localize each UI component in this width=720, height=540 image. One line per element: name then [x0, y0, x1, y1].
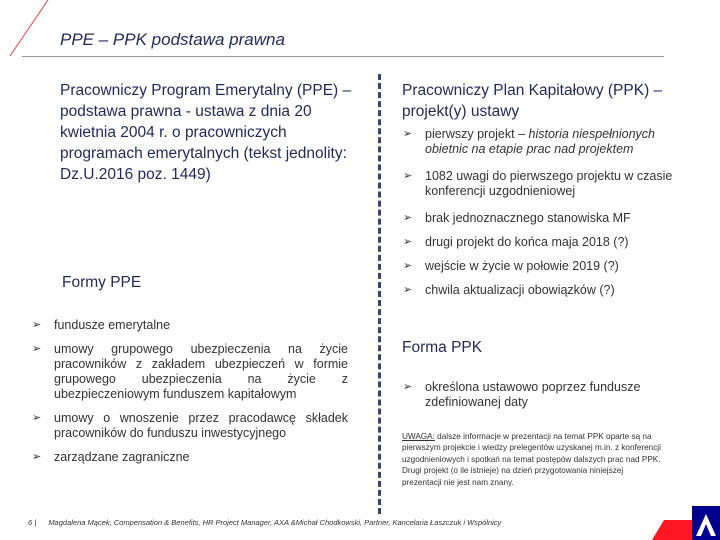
arrow-bullet-icon: ➢ [403, 128, 413, 140]
title-rule [22, 56, 664, 57]
note-body: dalsze informacje w prezentacji na temat PPK oparte są na pierwszym projekcie i wiedzy prelegentów uzyskanej m.in. z konferencji uzgodnieniowych i spotkań na temat postępów dalszych prac nad PPK. Drugi projekt (o ile istnieje) na dzień przygotowania niniejszej prezentacji nie jest nam znany. [402, 432, 661, 487]
arrow-bullet-icon: ➢ [403, 212, 413, 224]
arrow-bullet-icon: ➢ [32, 343, 42, 355]
arrow-bullet-icon: ➢ [403, 236, 413, 248]
ppk-heading-suffix: – projekt(y) ustawy [402, 82, 663, 120]
axa-logo [644, 506, 720, 540]
ppe-forms-list [32, 318, 348, 474]
list-item: ➢ wejście w życie w połowie 2019 (?) [403, 259, 619, 273]
list-item: ➢ umowy o wnoszenie przez pracodawcę składek pracowników do funduszu inwestycyjnego [32, 411, 348, 440]
arrow-bullet-icon: ➢ [403, 260, 413, 272]
footer-authors: Magdalena Mącek, Compensation & Benefits, HR Project Manager, AXA &Michał Chodkowski, Partner, Kancelaria Łaszczuk i Wspólnicy [48, 518, 502, 527]
arrow-bullet-icon: ➢ [32, 319, 42, 331]
list-item: ➢ 1082 uwagi do pierwszego projektu w czasie konferencji uzgodnieniowej [403, 169, 673, 198]
ppk-heading-block [402, 80, 702, 122]
ppk-status-list [403, 127, 673, 307]
note-label: UWAGA: [402, 432, 435, 441]
footer-separator: | [34, 518, 39, 527]
list-item: ➢ określona ustawowo poprzez fundusze zdefiniowanej daty [403, 380, 641, 409]
list-item: ➢ brak jednoznacznego stanowiska MF [403, 211, 631, 225]
ppe-forms-title: Formy PPE [62, 274, 142, 291]
note-text [402, 431, 664, 488]
arrow-bullet-icon: ➢ [32, 412, 42, 424]
arrow-bullet-icon: ➢ [403, 170, 413, 182]
arrow-bullet-icon: ➢ [403, 284, 413, 296]
ppk-form-list [403, 380, 673, 419]
list-item: ➢ zarządzane zagraniczne [32, 450, 190, 464]
page-number: 6 [28, 518, 33, 527]
footer [28, 518, 501, 527]
list-item: ➢ fundusze emerytalne [32, 318, 171, 332]
ppe-heading: Pracowniczy Program Emerytalny (PPE) [60, 82, 339, 99]
ppe-legal-text: – podstawa prawna - ustawa z dnia 20 kwietnia 2004 r. o pracowniczych programach emerytalnych (tekst jednolity: Dz.U.2016 poz. 1449) [60, 82, 352, 183]
ppk-heading: Pracowniczy Plan Kapitałowy (PPK) [402, 82, 650, 99]
slide-title: PPE – PPK podstawa prawna [60, 30, 285, 49]
column-divider [378, 74, 381, 514]
list-item: ➢ umowy grupowego ubezpieczenia na życie pracowników z zakładem ubezpieczeń w formie grupowego ubezpieczenia na życie z ubezpieczeniowym funduszem kapitałowym [32, 342, 348, 401]
arrow-bullet-icon: ➢ [403, 381, 413, 393]
ppk-form-title: Forma PPK [402, 339, 483, 356]
list-item: ➢ pierwszy projekt – historia niespełnionych obietnic na etapie prac nad projektem [403, 127, 655, 156]
arrow-bullet-icon: ➢ [32, 451, 42, 463]
ppe-legal-basis [60, 80, 360, 185]
list-item: ➢ chwila aktualizacji obowiązków (?) [403, 283, 615, 297]
list-item: ➢ drugi projekt do końca maja 2018 (?) [403, 235, 629, 249]
